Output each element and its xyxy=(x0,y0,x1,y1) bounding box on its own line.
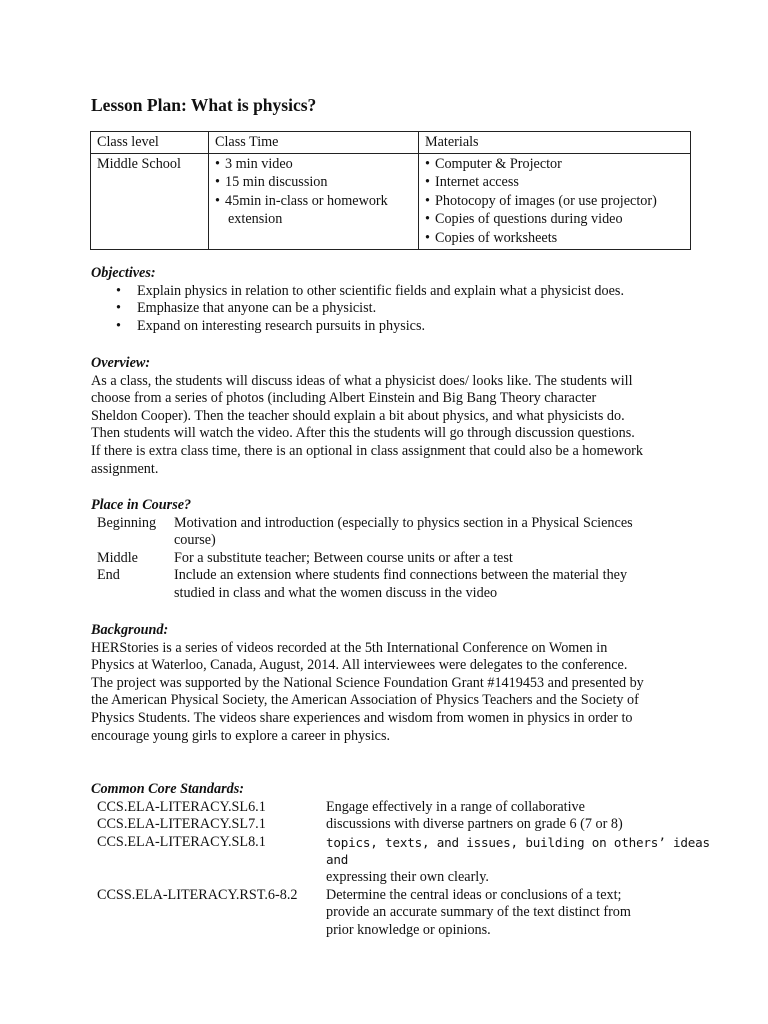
standard-code: CCS.ELA-LITERACY.SL6.1 xyxy=(97,798,266,815)
place-term: Middle xyxy=(97,549,138,566)
place-term: End xyxy=(97,567,120,584)
standards-heading: Common Core Standards: xyxy=(91,781,244,797)
place-line: For a substitute teacher; Between course units or after a test xyxy=(174,549,513,566)
place-row-end xyxy=(91,567,711,602)
standards-description xyxy=(326,887,711,940)
standards-group xyxy=(91,799,711,887)
list-item: • Internet access xyxy=(425,173,685,192)
place-line: studied in class and what the women discuss in the video xyxy=(174,584,498,601)
standard-code: CCS.ELA-LITERACY.SL8.1 xyxy=(97,833,266,850)
background-line: Physics Students. The videos share experiences and wisdom from women in physics in order to xyxy=(91,709,633,726)
list-item xyxy=(215,192,413,229)
materials-list xyxy=(425,155,685,248)
objectives-heading: Objectives: xyxy=(91,265,156,281)
background-line: Physics at Waterloo, Canada, August, 2014. All interviewees were delegates to the conference. xyxy=(91,657,628,674)
table-header-row xyxy=(91,132,691,154)
overview-line: Then students will watch the video. After this the students will go through discussion questions. xyxy=(91,425,635,442)
overview-section xyxy=(91,355,731,478)
header-class-level: Class level xyxy=(91,132,209,154)
standard-code: CCS.ELA-LITERACY.SL7.1 xyxy=(97,816,266,833)
background-section xyxy=(91,622,731,745)
background-line: encourage young girls to explore a career in physics. xyxy=(91,727,391,744)
standard-line: topics, texts, and issues, building on others’ ideas and xyxy=(326,834,710,868)
list-item: • Explain physics in relation to other scientific fields and explain what a physicist does. xyxy=(91,283,711,301)
table-row xyxy=(91,153,691,249)
overview-line: If there is extra class time, there is an optional in class assignment that could also be a homework xyxy=(91,442,643,459)
standard-line: provide an accurate summary of the text distinct from xyxy=(326,904,631,921)
common-core-section xyxy=(91,781,711,939)
standard-line: discussions with diverse partners on grade 6 (7 or 8) xyxy=(326,816,623,833)
list-item: • Copies of questions during video xyxy=(425,210,685,229)
place-heading: Place in Course? xyxy=(91,497,192,513)
list-item: • Photocopy of images (or use projector) xyxy=(425,192,685,211)
list-item: • 15 min discussion xyxy=(215,173,413,192)
class-time-list xyxy=(215,155,413,229)
place-term: Beginning xyxy=(97,514,157,531)
background-line: the American Physical Society, the American Association of Physics Teachers and the Society of xyxy=(91,692,639,709)
place-row-middle xyxy=(91,550,711,568)
place-in-course-section xyxy=(91,497,711,603)
materials-cell xyxy=(419,153,691,249)
header-materials: Materials xyxy=(419,132,691,154)
standard-line: Determine the central ideas or conclusions of a text; xyxy=(326,886,622,903)
page-title: Lesson Plan: What is physics? xyxy=(91,95,317,115)
standard-code: CCSS.ELA-LITERACY.RST.6-8.2 xyxy=(97,886,298,903)
list-item: • Computer & Projector xyxy=(425,155,685,174)
background-heading: Background: xyxy=(91,622,169,638)
standards-codes xyxy=(97,887,326,940)
overview-line: assignment. xyxy=(91,460,159,477)
list-item: • Copies of worksheets xyxy=(425,229,685,248)
lesson-info-table xyxy=(90,131,691,250)
list-item-text: 45min in-class or homework xyxy=(225,192,388,209)
standard-line: Engage effectively in a range of collaborative xyxy=(326,798,585,815)
standards-description xyxy=(326,799,711,887)
overview-line: Sheldon Cooper). Then the teacher should explain a bit about physics, and what physicists do. xyxy=(91,407,625,424)
class-time-cell xyxy=(209,153,419,249)
list-item: • Expand on interesting research pursuits in physics. xyxy=(91,318,711,336)
header-class-time: Class Time xyxy=(209,132,419,154)
objectives-list xyxy=(91,283,711,336)
list-item-continuation: extension xyxy=(228,211,283,228)
place-line: Include an extension where students find connections between the material they xyxy=(174,567,628,584)
standards-group xyxy=(91,887,711,940)
background-line: HERStories is a series of videos recorded at the 5th International Conference on Women in xyxy=(91,639,608,656)
overview-line: choose from a series of photos (including Albert Einstein and Big Bang Theory character xyxy=(91,390,597,407)
overview-heading: Overview: xyxy=(91,355,151,371)
standard-line: prior knowledge or opinions. xyxy=(326,921,491,938)
place-row-beginning xyxy=(91,515,711,550)
place-description xyxy=(174,515,711,550)
overview-line: As a class, the students will discuss ideas of what a physicist does/ looks like. The students will xyxy=(91,372,633,389)
objectives-section xyxy=(91,265,711,335)
place-line: Motivation and introduction (especially to physics section in a Physical Sciences xyxy=(174,514,633,531)
background-line: The project was supported by the National Science Foundation Grant #1419453 and presented by xyxy=(91,674,644,691)
class-level-value: Middle School xyxy=(91,153,209,249)
standard-line: expressing their own clearly. xyxy=(326,868,489,885)
list-item: • 3 min video xyxy=(215,155,413,174)
list-item: • Emphasize that anyone can be a physicist. xyxy=(91,300,711,318)
place-description xyxy=(174,550,711,568)
place-line: course) xyxy=(174,532,216,549)
place-description xyxy=(174,567,711,602)
standards-codes xyxy=(97,799,326,887)
